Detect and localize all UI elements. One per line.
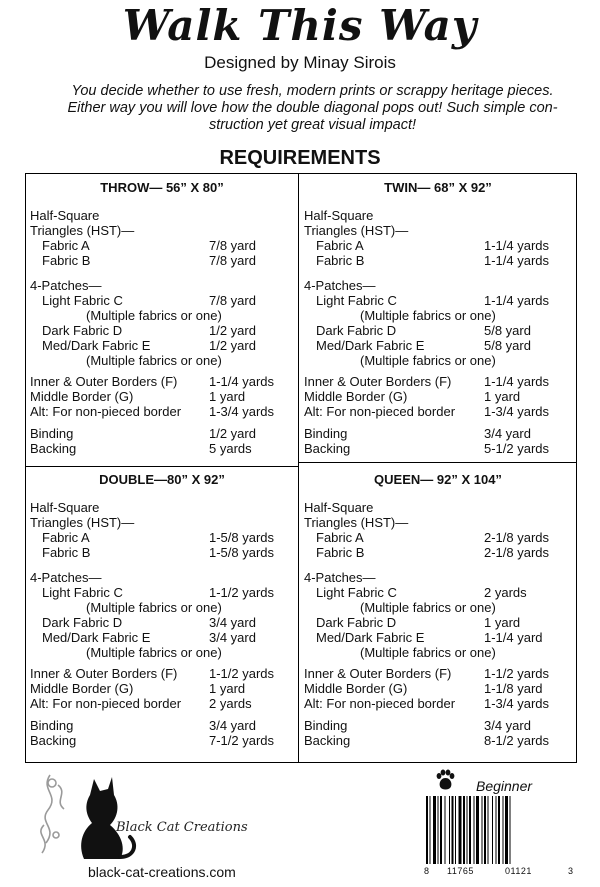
requirement-label: Med/Dark Fabric E — [316, 630, 425, 645]
requirement-row — [304, 441, 572, 456]
requirement-label: (Multiple fabrics or one) — [360, 600, 496, 615]
requirement-label: 4-Patches— — [30, 570, 102, 585]
requirement-label: Triangles (HST)— — [304, 515, 409, 530]
requirement-amount: 1-1/2 yards — [209, 585, 275, 600]
requirement-amount: 7/8 yard — [209, 238, 256, 253]
requirement-row — [30, 718, 294, 733]
requirement-label: Backing — [30, 441, 77, 456]
requirement-amount: 1-3/4 yards — [484, 696, 550, 711]
black-cat-icon — [30, 765, 250, 865]
designer-credit: Designed by Minay Sirois — [204, 53, 396, 72]
requirement-amount: 3/4 yard — [209, 630, 256, 645]
panel-title: TWIN— 68” X 92” — [384, 180, 492, 195]
requirement-label: Backing — [304, 733, 351, 748]
requirement-label: Inner & Outer Borders (F) — [30, 374, 178, 389]
requirement-amount: 5 yards — [209, 441, 252, 456]
requirement-row — [30, 404, 294, 419]
requirement-row — [304, 353, 572, 368]
requirement-label: Fabric A — [42, 530, 90, 545]
requirement-amount: 7/8 yard — [209, 293, 256, 308]
requirement-amount: 1-5/8 yards — [209, 530, 275, 545]
panel-twin — [304, 178, 572, 460]
requirement-row — [304, 404, 572, 419]
requirement-row — [30, 223, 294, 238]
requirement-amount: 3/4 yard — [209, 718, 256, 733]
requirement-amount: 1-1/4 yards — [484, 238, 550, 253]
requirement-row — [30, 208, 294, 223]
requirement-amount: 2 yards — [209, 696, 252, 711]
requirement-amount: 1-1/2 yards — [484, 666, 550, 681]
requirement-row — [30, 545, 294, 560]
requirement-row — [30, 615, 294, 630]
grid-divider-vertical — [298, 173, 299, 763]
requirement-amount: 5-1/2 yards — [484, 441, 550, 456]
requirement-row — [30, 585, 294, 600]
requirement-row — [30, 308, 294, 323]
panel-double — [30, 470, 294, 758]
requirement-amount: 3/4 yard — [484, 426, 531, 441]
intro-line: struction yet great visual impact! — [208, 117, 417, 133]
requirement-row — [304, 718, 572, 733]
requirement-amount: 1/2 yard — [209, 323, 256, 338]
panel-queen — [304, 470, 572, 758]
requirement-label: Backing — [304, 441, 351, 456]
requirement-amount: 1/2 yard — [209, 338, 256, 353]
requirement-label: Binding — [30, 426, 74, 441]
requirement-label: Med/Dark Fabric E — [42, 630, 151, 645]
requirement-amount: 2-1/8 yards — [484, 530, 550, 545]
requirement-label: Light Fabric C — [316, 293, 397, 308]
requirement-amount: 5/8 yard — [484, 323, 531, 338]
requirement-row — [30, 645, 294, 660]
requirement-label: Light Fabric C — [42, 585, 123, 600]
requirement-label: Half-Square — [30, 208, 100, 223]
intro-line: Either way you will love how the double diagonal pops out! Such simple con- — [67, 100, 558, 116]
requirement-label: (Multiple fabrics or one) — [86, 600, 222, 615]
requirement-amount: 5/8 yard — [484, 338, 531, 353]
requirement-label: (Multiple fabrics or one) — [360, 645, 496, 660]
requirement-row — [30, 338, 294, 353]
barcode-icon — [424, 796, 576, 868]
requirement-row — [30, 500, 294, 515]
requirement-row — [30, 630, 294, 645]
requirement-amount: 8-1/2 yards — [484, 733, 550, 748]
requirement-label: Alt: For non-pieced border — [304, 404, 456, 419]
requirement-row — [304, 500, 572, 515]
requirement-row — [30, 733, 294, 748]
website-url[interactable]: black-cat-creations.com — [88, 864, 236, 880]
requirement-label: (Multiple fabrics or one) — [360, 308, 496, 323]
requirement-label: Alt: For non-pieced border — [30, 696, 182, 711]
requirement-amount: 7/8 yard — [209, 253, 256, 268]
requirement-row — [304, 374, 572, 389]
requirement-amount: 1-1/8 yard — [484, 681, 543, 696]
requirement-row — [30, 374, 294, 389]
requirement-amount: 1-3/4 yards — [484, 404, 550, 419]
requirement-label: Dark Fabric D — [316, 323, 397, 338]
requirement-row — [304, 278, 572, 293]
intro-line: You decide whether to use fresh, modern prints or scrappy heritage pieces. — [71, 83, 554, 99]
requirement-row — [304, 600, 572, 615]
requirement-label: Triangles (HST)— — [30, 515, 135, 530]
requirement-row — [304, 570, 572, 585]
panel-title: THROW— 56” X 80” — [100, 180, 224, 195]
requirement-row — [30, 426, 294, 441]
requirement-label: Alt: For non-pieced border — [304, 696, 456, 711]
pattern-title: Walk This Way — [122, 1, 478, 50]
requirement-row — [304, 338, 572, 353]
intro-text — [40, 83, 585, 134]
requirement-row — [304, 208, 572, 223]
panel-throw — [30, 178, 294, 463]
requirement-label: Fabric A — [42, 238, 90, 253]
requirement-label: Inner & Outer Borders (F) — [304, 374, 452, 389]
brand-name: Black Cat Creations — [116, 820, 248, 835]
requirement-amount: 7-1/2 yards — [209, 733, 275, 748]
requirement-label: (Multiple fabrics or one) — [86, 353, 222, 368]
requirement-label: Light Fabric C — [316, 585, 397, 600]
requirement-label: Binding — [304, 718, 348, 733]
requirement-label: Binding — [304, 426, 348, 441]
requirement-label: Fabric B — [316, 545, 365, 560]
requirement-label: Backing — [30, 733, 77, 748]
requirement-label: 4-Patches— — [304, 570, 376, 585]
requirement-row — [30, 293, 294, 308]
grid-divider-left — [25, 466, 299, 467]
barcode-digit-1: 8 — [424, 866, 430, 876]
requirement-label: Triangles (HST)— — [30, 223, 135, 238]
requirement-row — [30, 666, 294, 681]
requirement-label: Middle Border (G) — [304, 389, 408, 404]
requirement-label: 4-Patches— — [30, 278, 102, 293]
requirement-label: Inner & Outer Borders (F) — [304, 666, 452, 681]
barcode-digit-2: 11765 — [447, 866, 474, 876]
requirement-row — [30, 600, 294, 615]
requirement-amount: 1-3/4 yards — [209, 404, 275, 419]
requirement-row — [30, 353, 294, 368]
requirement-row — [304, 696, 572, 711]
requirement-amount: 1 yard — [209, 681, 246, 696]
requirement-label: Fabric A — [316, 530, 364, 545]
requirement-row — [30, 238, 294, 253]
requirement-row — [30, 515, 294, 530]
requirement-row — [30, 278, 294, 293]
requirement-label: Med/Dark Fabric E — [42, 338, 151, 353]
barcode-digit-3: 01121 — [505, 866, 532, 876]
requirement-row — [304, 389, 572, 404]
requirement-label: Middle Border (G) — [30, 681, 134, 696]
requirement-amount: 3/4 yard — [209, 615, 256, 630]
requirement-amount: 1-1/4 yards — [484, 374, 550, 389]
requirement-row — [30, 530, 294, 545]
requirement-row — [304, 293, 572, 308]
panel-title: DOUBLE—80” X 92” — [99, 472, 225, 487]
requirement-label: Fabric B — [316, 253, 365, 268]
requirement-row — [30, 323, 294, 338]
requirement-label: 4-Patches— — [304, 278, 376, 293]
requirement-label: Dark Fabric D — [42, 323, 123, 338]
requirement-row — [304, 630, 572, 645]
requirement-amount: 1-1/4 yards — [484, 253, 550, 268]
requirement-amount: 1 yard — [484, 615, 521, 630]
barcode-digit-4: 3 — [568, 866, 574, 876]
requirement-label: (Multiple fabrics or one) — [86, 308, 222, 323]
requirement-label: Middle Border (G) — [30, 389, 134, 404]
requirement-row — [30, 441, 294, 456]
requirement-row — [304, 615, 572, 630]
requirement-row — [304, 585, 572, 600]
requirement-amount: 1 yard — [209, 389, 246, 404]
requirements-heading: REQUIREMENTS — [219, 147, 381, 169]
requirement-row — [304, 323, 572, 338]
requirement-row — [304, 253, 572, 268]
requirement-amount: 3/4 yard — [484, 718, 531, 733]
requirement-label: Dark Fabric D — [42, 615, 123, 630]
requirement-label: Med/Dark Fabric E — [316, 338, 425, 353]
requirement-label: Fabric A — [316, 238, 364, 253]
requirement-amount: 2 yards — [484, 585, 527, 600]
requirement-label: Fabric B — [42, 253, 91, 268]
requirement-row — [304, 666, 572, 681]
requirement-row — [304, 223, 572, 238]
requirement-amount: 2-1/8 yards — [484, 545, 550, 560]
requirement-row — [304, 426, 572, 441]
requirement-row — [30, 253, 294, 268]
requirement-label: (Multiple fabrics or one) — [86, 645, 222, 660]
requirement-label: Light Fabric C — [42, 293, 123, 308]
requirement-amount: 1-5/8 yards — [209, 545, 275, 560]
requirement-label: (Multiple fabrics or one) — [360, 353, 496, 368]
requirement-row — [304, 308, 572, 323]
requirement-row — [304, 545, 572, 560]
requirement-label: Half-Square — [304, 208, 374, 223]
requirement-amount: 1-1/4 yard — [484, 630, 543, 645]
grid-divider-right — [298, 462, 576, 463]
requirement-amount: 1-1/4 yards — [209, 374, 275, 389]
requirement-amount: 1-1/2 yards — [209, 666, 275, 681]
requirement-row — [304, 515, 572, 530]
requirement-label: Middle Border (G) — [304, 681, 408, 696]
paw-print-icon — [433, 768, 457, 792]
requirement-label: Binding — [30, 718, 74, 733]
requirement-label: Fabric B — [42, 545, 91, 560]
panel-title: QUEEN— 92” X 104” — [374, 472, 502, 487]
requirement-row — [304, 530, 572, 545]
requirement-row — [30, 696, 294, 711]
requirement-label: Half-Square — [30, 500, 100, 515]
requirement-row — [304, 645, 572, 660]
requirement-label: Dark Fabric D — [316, 615, 397, 630]
requirement-label: Alt: For non-pieced border — [30, 404, 182, 419]
requirement-row — [30, 389, 294, 404]
requirement-row — [304, 733, 572, 748]
requirement-amount: 1-1/4 yards — [484, 293, 550, 308]
requirement-row — [30, 570, 294, 585]
requirement-amount: 1 yard — [484, 389, 521, 404]
requirement-row — [30, 681, 294, 696]
requirement-row — [304, 238, 572, 253]
requirement-label: Inner & Outer Borders (F) — [30, 666, 178, 681]
requirement-label: Triangles (HST)— — [304, 223, 409, 238]
requirement-amount: 1/2 yard — [209, 426, 256, 441]
skill-level: Beginner — [476, 778, 533, 794]
requirement-row — [304, 681, 572, 696]
requirement-label: Half-Square — [304, 500, 374, 515]
